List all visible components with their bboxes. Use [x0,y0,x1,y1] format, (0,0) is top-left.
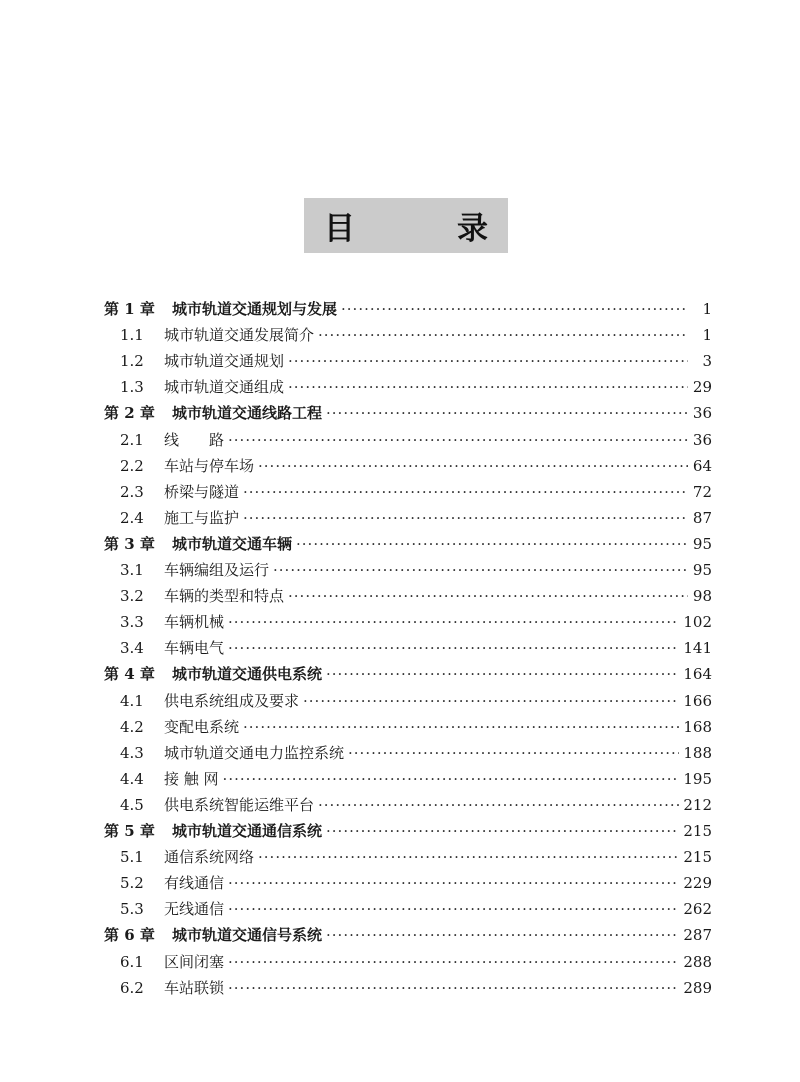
entry-page-number: 287 [683,926,712,945]
dot-leader [243,714,679,740]
entry-page-number: 87 [692,508,712,527]
toc-section-entry[interactable] [120,975,712,1001]
dot-leader [228,975,679,1001]
entry-number: 1.1 [120,326,144,345]
toc-section-entry[interactable] [120,453,712,479]
entry-title: 城市轨道交通规划与发展 [172,300,338,318]
entry-number: 第 3 章 [104,534,155,553]
heading-char-left: 目 [324,211,355,247]
entry-title: 城市轨道交通规划 [164,352,285,371]
toc-section-entry[interactable] [120,688,712,714]
entry-title: 车站联锁 [164,978,225,997]
entry-title: 无线通信 [164,900,225,919]
entry-page-number: 288 [683,952,712,971]
entry-number: 1.2 [120,352,144,371]
entry-number: 6.2 [120,978,144,997]
dot-leader [228,635,679,661]
dot-leader [228,949,679,975]
entry-title: 城市轨道交通供电系统 [172,665,323,684]
toc-section-entry[interactable] [120,348,712,374]
dot-leader [243,505,688,531]
toc-section-entry[interactable] [120,714,712,740]
dot-leader [318,322,688,348]
dot-leader [296,531,688,557]
entry-title: 区间闭塞 [164,952,225,971]
entry-page-number: 1 [702,326,712,345]
entry-number: 3.1 [120,561,144,579]
toc-section-entry[interactable] [120,766,712,792]
entry-number: 4.1 [120,691,144,710]
toc-section-entry[interactable] [120,792,712,818]
entry-page-number: 102 [683,613,712,632]
entry-title: 城市轨道交通车辆 [172,534,293,553]
entry-number: 4.3 [120,743,144,762]
entry-page-number: 141 [683,639,712,658]
entry-title: 车辆机械 [164,613,225,632]
entry-title: 接 触 网 [164,769,219,788]
entry-title: 桥梁与隧道 [164,482,240,501]
dot-leader [326,922,679,948]
entry-page-number: 95 [692,534,712,553]
entry-number: 第 4 章 [104,665,155,684]
entry-title: 车辆的类型和特点 [164,587,285,606]
dot-leader [288,583,688,609]
entry-title: 通信系统网络 [164,848,255,867]
entry-number: 2.2 [120,456,144,475]
entry-number: 5.1 [120,848,144,867]
dot-leader [341,296,688,322]
entry-number: 1.3 [120,378,144,397]
entry-page-number: 3 [702,352,712,371]
dot-leader [288,348,688,374]
entry-number: 3.3 [120,613,144,632]
entry-page-number: 168 [683,717,712,736]
dot-leader [223,766,680,792]
dot-leader [228,870,679,896]
entry-title: 车站与停车场 [164,456,255,475]
entry-number: 第 6 章 [104,926,155,945]
entry-title: 供电系统智能运维平台 [164,795,315,814]
dot-leader [348,740,679,766]
toc-section-entry[interactable] [120,949,712,975]
entry-page-number: 215 [683,848,712,867]
toc-chapter-entry[interactable] [104,922,712,948]
toc-section-entry[interactable] [120,583,712,609]
entry-page-number: 1 [702,300,712,318]
entry-number: 4.5 [120,795,144,814]
entry-title: 城市轨道交通线路工程 [172,404,323,423]
entry-page-number: 229 [683,874,712,893]
entry-page-number: 166 [683,691,712,710]
entry-page-number: 289 [683,978,712,997]
entry-page-number: 95 [692,561,712,579]
entry-title: 城市轨道交通发展简介 [164,326,315,345]
entry-page-number: 262 [683,900,712,919]
entry-page-number: 212 [683,795,712,814]
entry-number: 2.3 [120,482,144,501]
entry-number: 第 2 章 [104,404,155,423]
toc-section-entry[interactable] [120,427,712,453]
entry-title: 城市轨道交通通信系统 [172,822,323,840]
entry-number: 2.4 [120,508,144,527]
entry-number: 6.1 [120,952,144,971]
entry-number: 4.2 [120,717,144,736]
entry-page-number: 164 [683,665,712,684]
dot-leader [318,792,679,818]
dot-leader [326,400,688,426]
entry-page-number: 29 [692,378,712,397]
entry-title: 车辆编组及运行 [164,561,270,579]
dot-leader [243,479,688,505]
dot-leader [228,427,688,453]
entry-title: 供电系统组成及要求 [164,691,300,710]
entry-number: 5.2 [120,874,144,893]
toc-chapter-entry[interactable] [104,818,712,844]
dot-leader [326,661,679,687]
entry-title: 变配电系统 [164,717,240,736]
entry-number: 3.2 [120,587,144,606]
entry-page-number: 64 [692,456,712,475]
entry-page-number: 98 [692,587,712,606]
entry-number: 第 1 章 [104,300,155,318]
dot-leader [258,844,679,870]
toc-section-entry[interactable] [120,844,712,870]
entry-title: 城市轨道交通信号系统 [172,926,323,945]
toc-section-entry[interactable] [120,322,712,348]
dot-leader [228,896,679,922]
dot-leader [273,557,688,583]
toc-section-entry[interactable] [120,557,712,583]
entry-page-number: 72 [692,482,712,501]
toc-heading [304,198,508,253]
toc-chapter-entry[interactable] [104,531,712,557]
dot-leader [326,818,679,844]
entry-number: 第 5 章 [104,822,155,840]
toc-section-entry[interactable] [120,896,712,922]
dot-leader [303,688,679,714]
toc-section-entry[interactable] [120,740,712,766]
entry-number: 4.4 [120,769,144,788]
dot-leader [288,374,688,400]
entry-title: 施工与监护 [164,508,240,527]
toc-chapter-entry[interactable] [104,661,712,687]
dot-leader [228,609,679,635]
toc-section-entry[interactable] [120,505,712,531]
entry-number: 5.3 [120,900,144,919]
entry-title: 有线通信 [164,874,225,893]
entry-page-number: 36 [692,430,712,449]
toc-section-entry[interactable] [120,374,712,400]
toc-section-entry[interactable] [120,635,712,661]
entry-number: 3.4 [120,639,144,658]
heading-char-right: 录 [457,211,488,247]
entry-title: 线 路 [164,430,225,449]
entry-page-number: 215 [683,822,712,840]
toc-section-entry[interactable] [120,609,712,635]
entry-page-number: 195 [683,769,712,788]
toc-section-entry[interactable] [120,479,712,505]
entry-number: 2.1 [120,430,144,449]
toc-chapter-entry[interactable] [104,296,712,322]
entry-title: 城市轨道交通电力监控系统 [164,743,345,762]
dot-leader [258,453,688,479]
entry-page-number: 36 [692,404,712,423]
entry-page-number: 188 [683,743,712,762]
toc-section-entry[interactable] [120,870,712,896]
entry-title: 车辆电气 [164,639,225,658]
toc-chapter-entry[interactable] [104,400,712,426]
entry-title: 城市轨道交通组成 [164,378,285,397]
